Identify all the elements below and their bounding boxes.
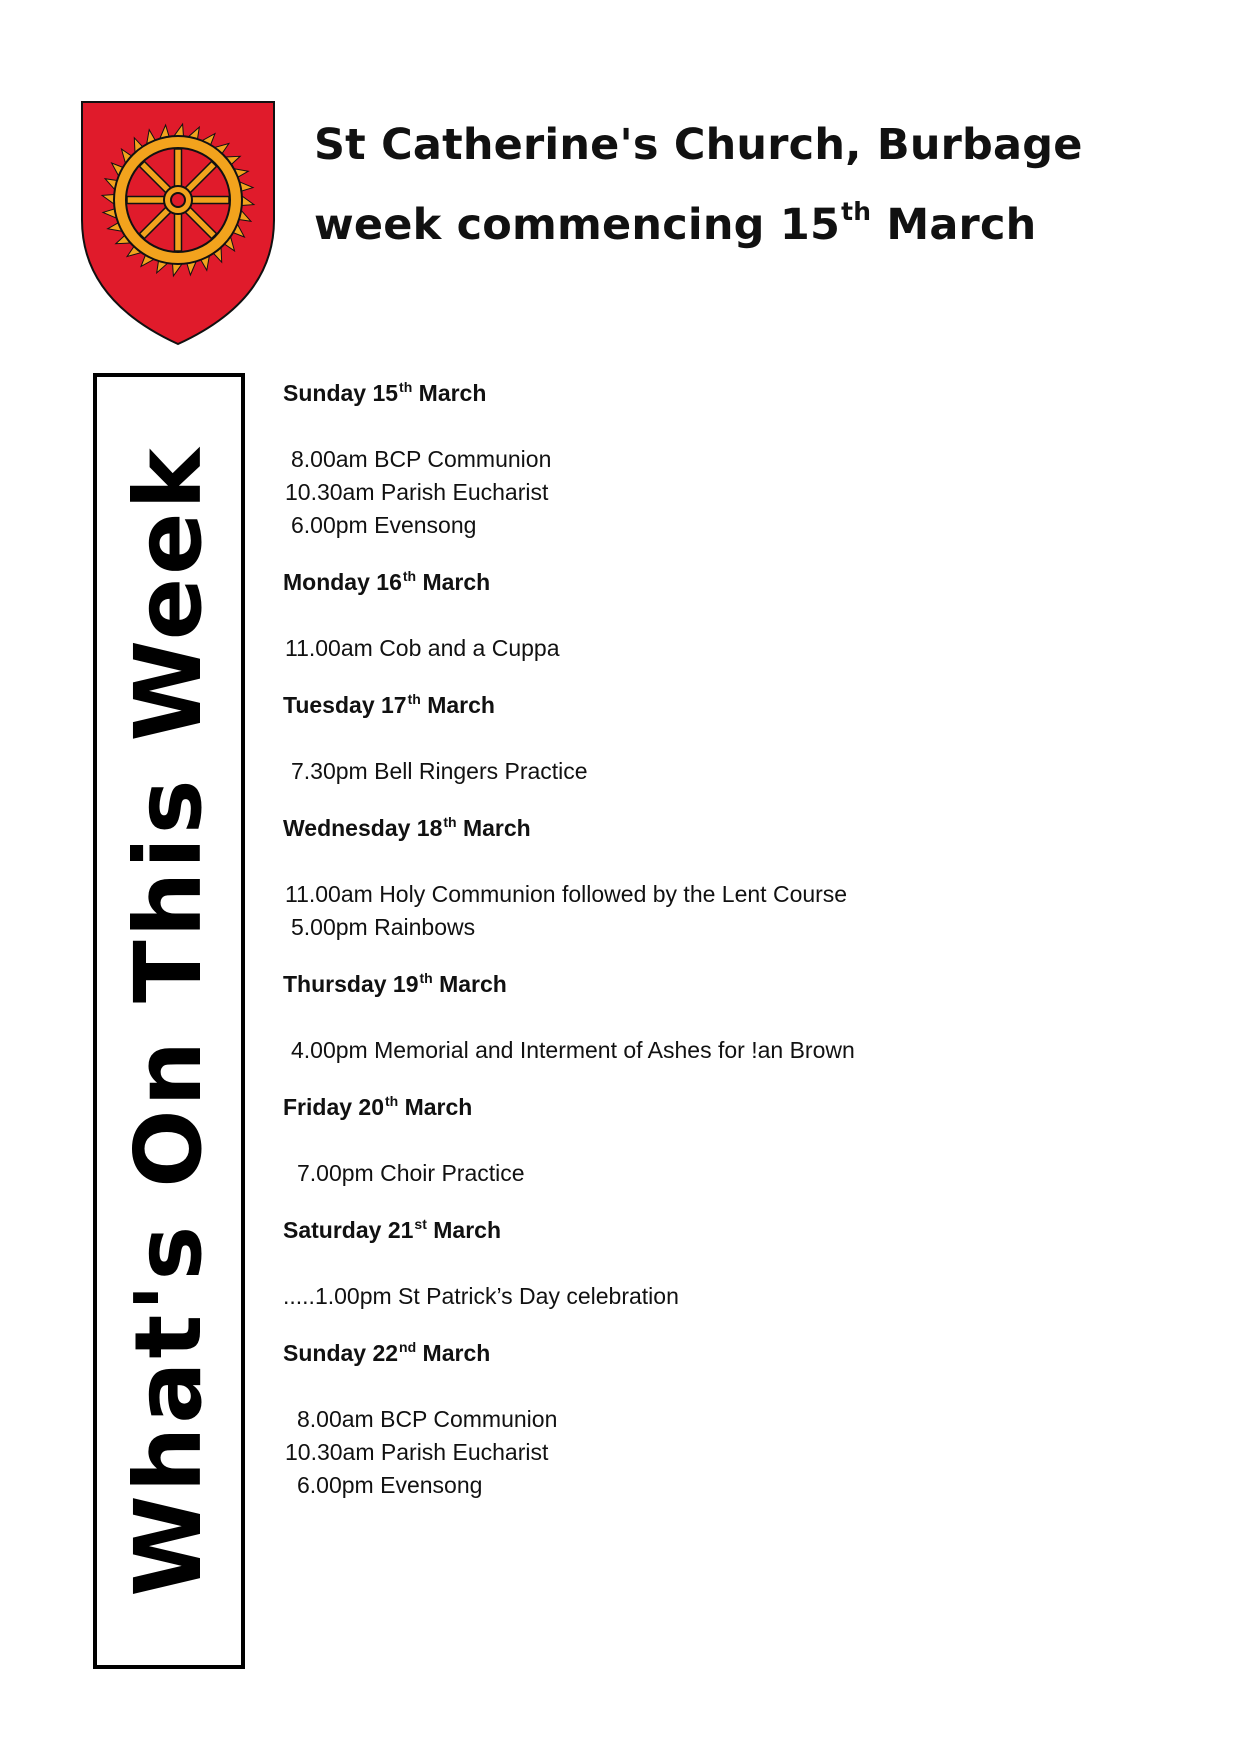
day-heading: Sunday 22nd March: [283, 1339, 491, 1366]
weekly-schedule: [283, 380, 1183, 1529]
event-item: 7.00pm Choir Practice: [297, 1160, 525, 1186]
event-item: 6.00pm Evensong: [297, 1472, 483, 1498]
day-block: [283, 1340, 1183, 1502]
whats-on-label: What's On This Week: [115, 445, 222, 1597]
event-item: 11.00am Holy Communion followed by the Lent Course: [285, 881, 848, 907]
day-heading: Monday 16th March: [283, 568, 491, 595]
day-heading: Saturday 21st March: [283, 1216, 501, 1243]
day-block: [283, 380, 1183, 542]
day-block: [283, 1094, 1183, 1190]
event-item: 10.30am Parish Eucharist: [285, 1439, 549, 1465]
day-heading: Wednesday 18th March: [283, 814, 531, 841]
day-heading: Friday 20th March: [283, 1093, 473, 1120]
church-title: St Catherine's Church, Burbage: [314, 120, 1083, 170]
whats-on-side-panel: [93, 373, 245, 1669]
church-crest-icon: [80, 100, 276, 346]
day-heading: Thursday 19th March: [283, 970, 507, 997]
day-block: [283, 1217, 1183, 1313]
event-item: 5.00pm Rainbows: [291, 914, 476, 940]
event-item: 4.00pm Memorial and Interment of Ashes for !an Brown: [291, 1037, 855, 1063]
day-heading: Tuesday 17th March: [283, 691, 495, 718]
day-block: [283, 569, 1183, 665]
event-item: 8.00am BCP Communion: [291, 446, 552, 472]
day-block: [283, 692, 1183, 788]
event-item: 11.00am Cob and a Cuppa: [285, 635, 560, 661]
week-commencing-title: week commencing 15th March: [314, 197, 1037, 250]
event-item: 6.00pm Evensong: [291, 512, 477, 538]
day-heading: Sunday 15th March: [283, 379, 487, 406]
day-block: [283, 971, 1183, 1067]
event-item: 8.00am BCP Communion: [297, 1406, 558, 1432]
event-item: 10.30am Parish Eucharist: [285, 479, 549, 505]
day-block: [283, 815, 1183, 944]
event-item: .....1.00pm St Patrick’s Day celebration: [283, 1283, 679, 1309]
event-item: 7.30pm Bell Ringers Practice: [291, 758, 588, 784]
